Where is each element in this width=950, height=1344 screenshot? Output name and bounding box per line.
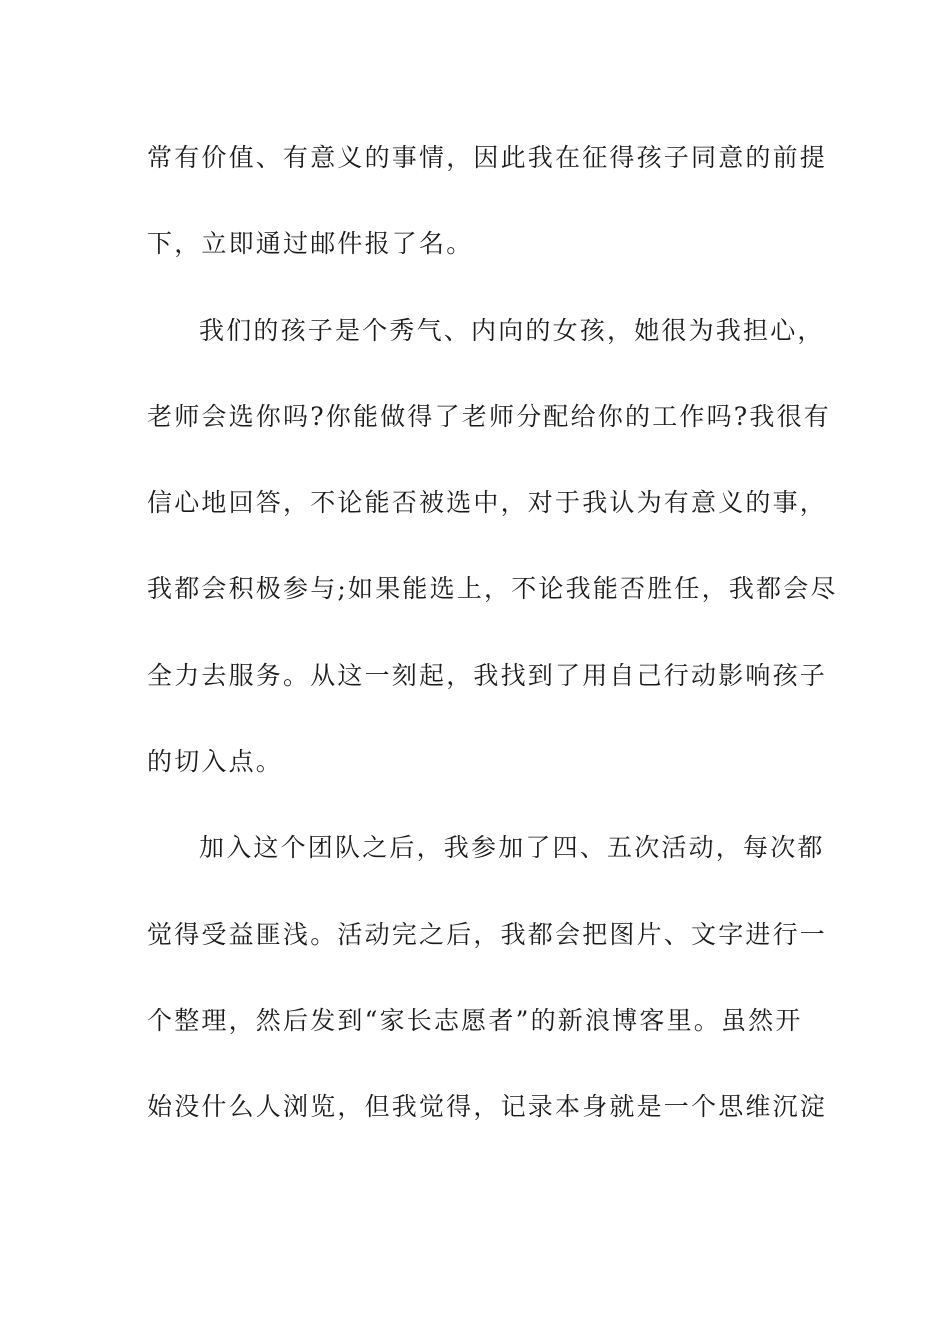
text-line: 个整理，然后发到“家长志愿者”的新浪博客里。虽然开 (147, 1005, 803, 1035)
text-line: 老师会选你吗?你能做得了老师分配给你的工作吗?我很有 (147, 401, 832, 431)
text-line: 的切入点。 (147, 747, 284, 777)
text-line: 我都会积极参与;如果能选上，不论我能否胜任，我都会尽 (147, 574, 838, 604)
text-line: 信心地回答，不论能否被选中，对于我认为有意义的事， (147, 488, 828, 518)
paragraph-first-line: 我们的孩子是个秀气、内向的女孩，她很为我担心， (199, 315, 825, 345)
paragraph-first-line: 加入这个团队之后，我参加了四、五次活动，每次都 (199, 833, 825, 863)
text-line: 始没什么人浏览，但我觉得，记录本身就是一个思维沉淀 (147, 1092, 828, 1122)
text-line: 觉得受益匪浅。活动完之后，我都会把图片、文字进行一 (147, 919, 828, 949)
body-text (147, 128, 838, 1164)
text-line: 常有价值、有意义的事情，因此我在征得孩子同意的前提 (147, 143, 828, 172)
text-line: 下，立即通过邮件报了名。 (147, 229, 474, 259)
text-line: 全力去服务。从这一刻起，我找到了用自己行动影响孩子 (147, 660, 828, 690)
